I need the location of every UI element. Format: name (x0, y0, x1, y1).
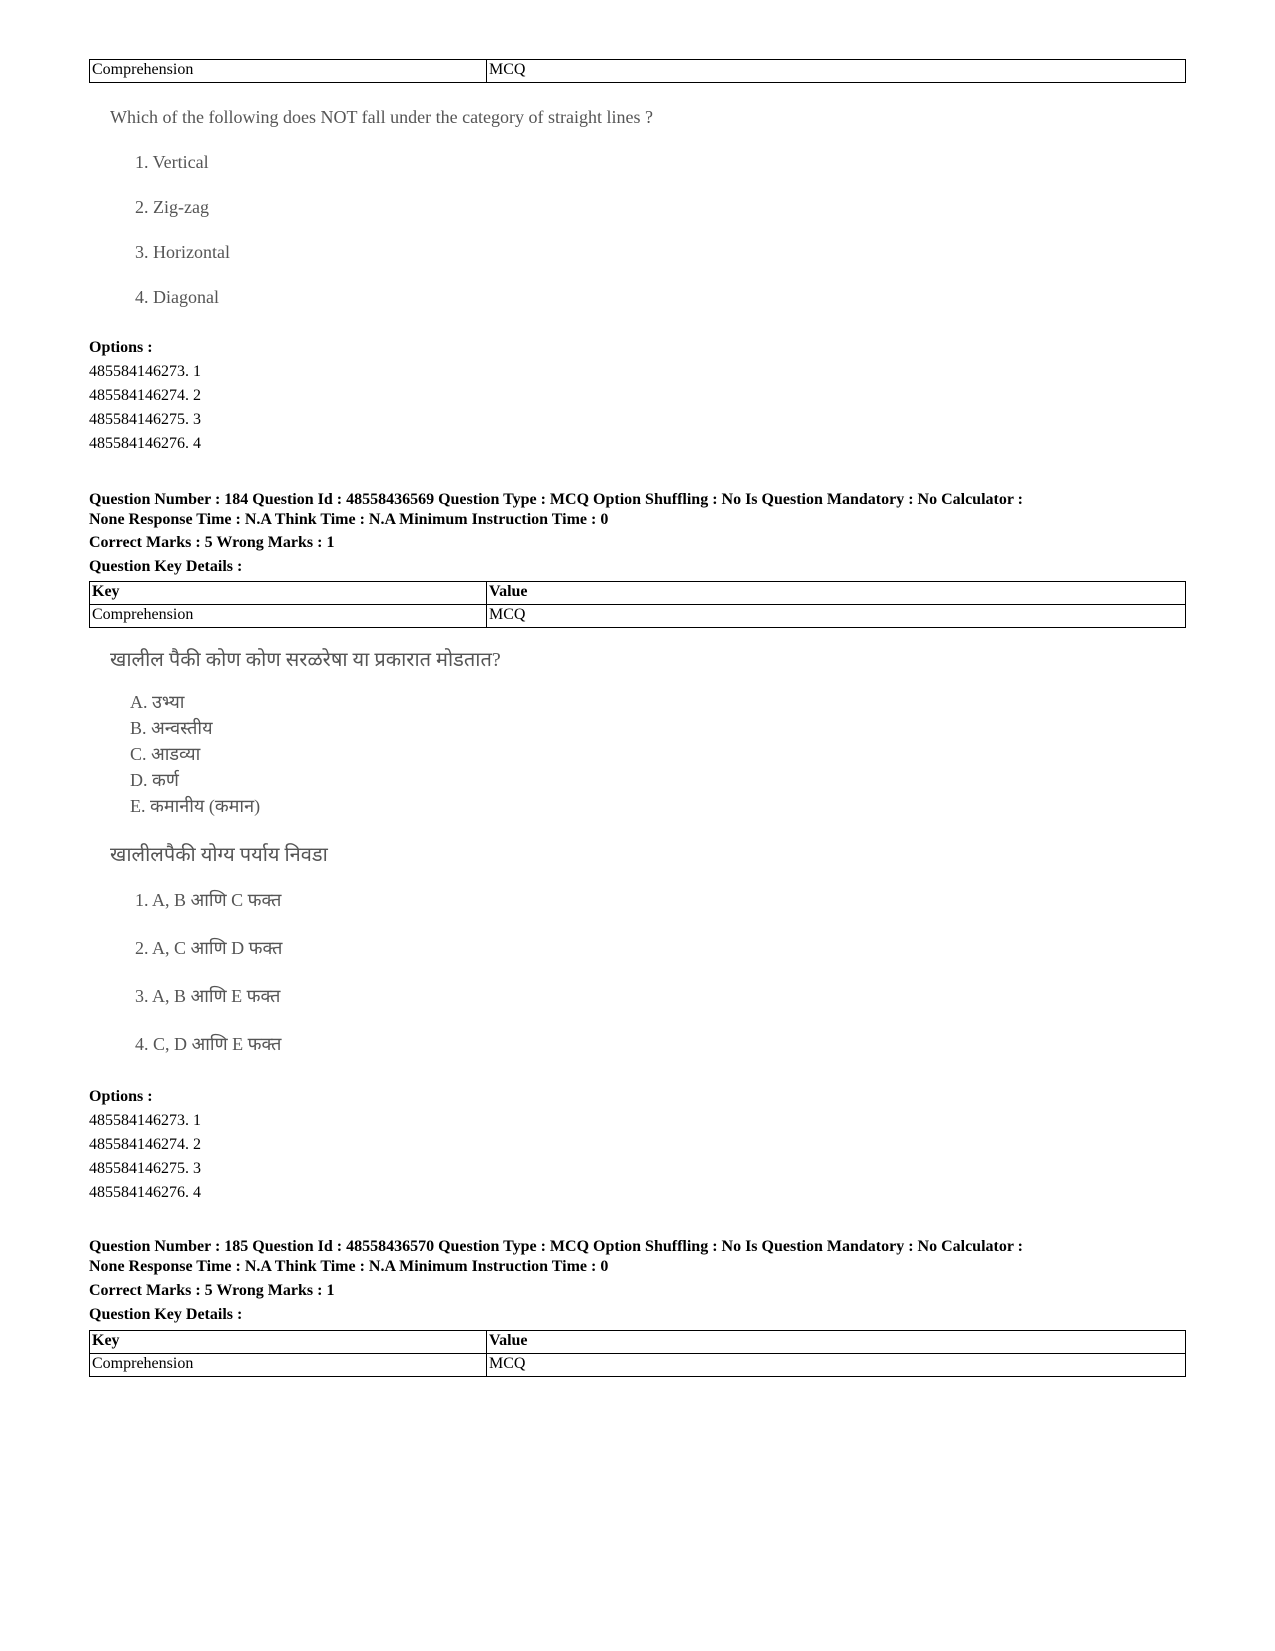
table-header-row (90, 582, 1186, 605)
key-details-label: Question Key Details : (89, 558, 243, 575)
option-item: 485584146276. 4 (89, 1184, 201, 1201)
question-meta-line: Question Number : 185 Question Id : 48558436570 Question Type : MCQ Option Shuffling : No Is Question Mandatory : No Calculator : (89, 1238, 1023, 1255)
option-item: 485584146273. 1 (89, 1112, 201, 1129)
top-key-value-table (89, 59, 1186, 83)
table-header-row (90, 1331, 1186, 1354)
option-item: 485584146274. 2 (89, 387, 201, 404)
choice-item: 4. Diagonal (135, 287, 219, 307)
question-text: खालील पैकी कोण कोण सरळरेषा या प्रकारात मोडतात? (110, 649, 501, 671)
choice-item: 4. C, D आणि E फक्त (135, 1034, 282, 1054)
question-meta (89, 490, 1199, 530)
table-row (90, 605, 1186, 628)
table-row (90, 60, 1186, 83)
table-cell-value: MCQ (487, 1354, 1186, 1377)
table-header-value: Value (487, 1331, 1186, 1354)
instruction-text: खालीलपैकी योग्य पर्याय निवडा (110, 844, 328, 866)
key-value-table (89, 1330, 1186, 1377)
table-cell-key: Comprehension (90, 605, 487, 628)
option-item: 485584146275. 3 (89, 411, 201, 428)
option-item: 485584146276. 4 (89, 435, 201, 452)
marks-line: Correct Marks : 5 Wrong Marks : 1 (89, 534, 335, 551)
marks-line: Correct Marks : 5 Wrong Marks : 1 (89, 1282, 335, 1299)
key-details-label: Question Key Details : (89, 1306, 243, 1323)
statement-item: C. आडव्या (130, 744, 201, 764)
table-cell-value: MCQ (487, 60, 1186, 83)
choice-item: 2. A, C आणि D फक्त (135, 938, 283, 958)
table-header-value: Value (487, 582, 1186, 605)
options-label: Options : (89, 1088, 153, 1105)
question-meta-line: None Response Time : N.A Think Time : N.A Minimum Instruction Time : 0 (89, 511, 609, 528)
choice-item: 3. Horizontal (135, 242, 230, 262)
choice-item: 1. Vertical (135, 152, 209, 172)
question-meta (89, 1237, 1199, 1277)
question-meta-line: Question Number : 184 Question Id : 48558436569 Question Type : MCQ Option Shuffling : No Is Question Mandatory : No Calculator : (89, 491, 1023, 508)
table-header-key: Key (90, 582, 487, 605)
statement-item: E. कमानीय (कमान) (130, 796, 261, 816)
table-cell-key: Comprehension (90, 60, 487, 83)
option-item: 485584146275. 3 (89, 1160, 201, 1177)
question-meta-line: None Response Time : N.A Think Time : N.A Minimum Instruction Time : 0 (89, 1258, 609, 1275)
option-item: 485584146274. 2 (89, 1136, 201, 1153)
table-cell-value: MCQ (487, 605, 1186, 628)
table-cell-key: Comprehension (90, 1354, 487, 1377)
table-row (90, 1354, 1186, 1377)
key-value-table (89, 581, 1186, 628)
question-text: Which of the following does NOT fall under the category of straight lines ? (110, 107, 654, 127)
statement-item: D. कर्ण (130, 770, 179, 790)
choice-item: 3. A, B आणि E फक्त (135, 986, 281, 1006)
options-label: Options : (89, 339, 153, 356)
table-header-key: Key (90, 1331, 487, 1354)
choice-item: 1. A, B आणि C फक्त (135, 890, 282, 910)
choice-item: 2. Zig-zag (135, 197, 209, 217)
option-item: 485584146273. 1 (89, 363, 201, 380)
statement-item: B. अन्वस्तीय (130, 718, 213, 738)
statement-item: A. उभ्या (130, 692, 185, 712)
